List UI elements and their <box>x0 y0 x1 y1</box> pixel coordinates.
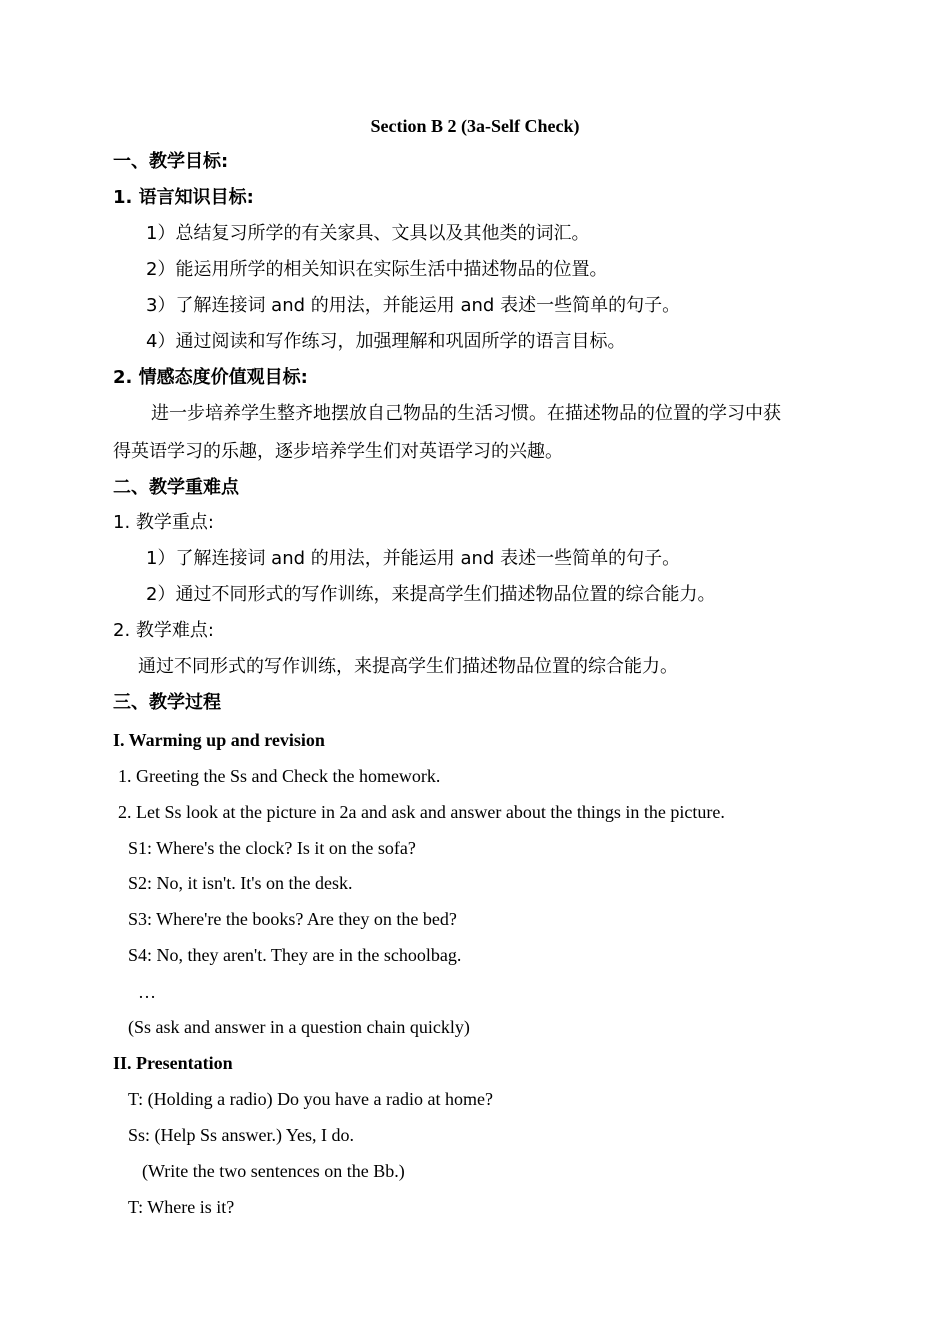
subheading-language-objectives: 1. 语言知识目标: <box>113 187 254 208</box>
objective-item-3: 3）了解连接词 and 的用法，并能运用 and 表述一些简单的句子。 <box>146 295 681 316</box>
dialog-line-s3: S3: Where're the books? Are they on the bed? <box>128 909 457 929</box>
objective-item-1: 1）总结复习所学的有关家具、文具以及其他类的词汇。 <box>146 223 590 244</box>
section-warming-up: I. Warming up and revision <box>113 730 325 750</box>
attitude-paragraph-line-2: 得英语学习的乐趣，逐步培养学生们对英语学习的兴趣。 <box>113 441 563 462</box>
key-points-label: 1. 教学重点: <box>113 512 214 533</box>
document-title: Section B 2 (3a-Self Check) <box>370 116 580 136</box>
key-point-item-1: 1）了解连接词 and 的用法，并能运用 and 表述一些简单的句子。 <box>146 548 681 569</box>
difficult-points-label: 2. 教学难点: <box>113 620 214 641</box>
dialog-line-s1: S1: Where's the clock? Is it on the sofa? <box>128 838 416 858</box>
difficult-point-text: 通过不同形式的写作训练，来提高学生们描述物品位置的综合能力。 <box>138 656 678 677</box>
key-point-item-2: 2）通过不同形式的写作训练，来提高学生们描述物品位置的综合能力。 <box>146 584 716 605</box>
dialog-line-s4: S4: No, they aren't. They are in the schoolbag. <box>128 945 462 965</box>
blackboard-note: (Write the two sentences on the Bb.) <box>142 1161 405 1181</box>
objective-item-2: 2）能运用所学的相关知识在实际生活中描述物品的位置。 <box>146 259 608 280</box>
presentation-line-teacher: T: (Holding a radio) Do you have a radio at home? <box>128 1089 493 1109</box>
presentation-line-where: T: Where is it? <box>128 1197 235 1217</box>
subheading-attitude-objectives: 2. 情感态度价值观目标: <box>113 367 308 388</box>
heading-key-difficult-points: 二、教学重难点 <box>113 477 239 498</box>
ellipsis: … <box>138 982 156 1002</box>
question-chain-note: (Ss ask and answer in a question chain quickly) <box>128 1017 470 1037</box>
warm-up-step-1: 1. Greeting the Ss and Check the homework. <box>118 766 441 786</box>
section-presentation: II. Presentation <box>113 1053 233 1073</box>
heading-teaching-process: 三、教学过程 <box>113 692 221 713</box>
presentation-line-students: Ss: (Help Ss answer.) Yes, I do. <box>128 1125 355 1145</box>
objective-item-4: 4）通过阅读和写作练习，加强理解和巩固所学的语言目标。 <box>146 331 626 352</box>
warm-up-step-2: 2. Let Ss look at the picture in 2a and ask and answer about the things in the picture. <box>118 802 725 822</box>
attitude-paragraph-line-1: 进一步培养学生整齐地摆放自己物品的生活习惯。在描述物品的位置的学习中获 <box>151 403 781 424</box>
heading-teaching-objectives: 一、教学目标: <box>113 151 229 172</box>
dialog-line-s2: S2: No, it isn't. It's on the desk. <box>128 873 353 893</box>
